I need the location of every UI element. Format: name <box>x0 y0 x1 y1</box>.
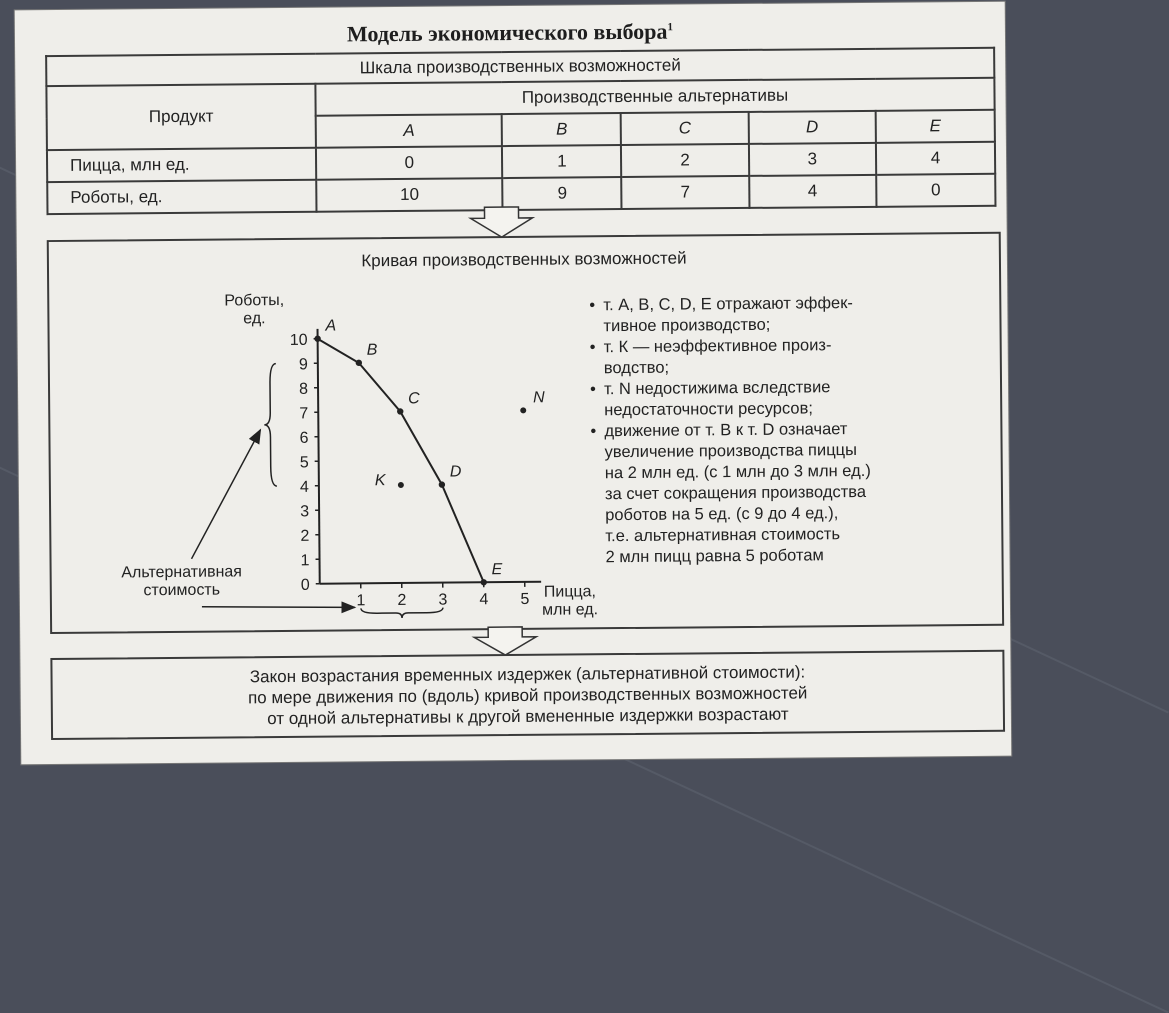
x-tick-label: 3 <box>438 592 447 609</box>
x-tick-label: 4 <box>479 591 488 608</box>
x-axis-title: Пицца, <box>544 583 596 600</box>
y-brace <box>264 364 277 487</box>
y-tick-label: 0 <box>301 577 310 594</box>
y-tick-label: 8 <box>299 381 308 398</box>
row-label-pizza: Пицца, млн ед. <box>47 148 316 182</box>
row-label-robots: Роботы, ед. <box>47 180 316 214</box>
table-cell: 7 <box>622 176 750 209</box>
alternative-d: D <box>748 111 876 144</box>
down-arrow-icon <box>470 626 540 657</box>
note-item: • т. А, В, С, D, Е отражают эффек- тивное производство; <box>589 292 989 337</box>
x-brace <box>361 608 443 619</box>
ppf-curve-line <box>318 337 484 583</box>
ppf-point <box>439 481 445 487</box>
down-arrow-icon <box>466 206 536 239</box>
x-axis-title: млн ед. <box>542 601 598 618</box>
note-item: • т. N недостижима вследствие недостаточности ресурсов; <box>590 376 990 421</box>
table-cell: 2 <box>621 144 749 177</box>
ppf-point <box>481 579 487 585</box>
ppf-point-label: A <box>324 318 336 335</box>
alternative-e: E <box>876 110 995 143</box>
alternative-a: A <box>316 114 503 148</box>
table-cell: 9 <box>503 177 622 210</box>
ppf-point-label: C <box>408 390 420 407</box>
ppf-chart <box>49 237 592 632</box>
table-cell: 4 <box>876 142 995 175</box>
ppf-point-label: D <box>450 463 462 480</box>
ppf-point <box>356 360 362 366</box>
extra-point-label: K <box>375 472 387 489</box>
annotation-arrow <box>202 605 355 608</box>
production-possibilities-table <box>45 47 996 215</box>
x-tick-label: 1 <box>356 592 365 609</box>
table-cell: 3 <box>749 143 877 176</box>
curve-title: Кривая производственных возможностей <box>49 246 999 274</box>
y-axis <box>318 329 320 584</box>
page-title: Модель экономического выбора$^1$ <box>15 16 1005 51</box>
product-header: Продукт <box>46 84 316 150</box>
law-text: Закон возрастания временных издержек (альтернативной стоимости): по мере движения по (вдоль) кривой производственных возможностей от одной альтернативы к другой вмененные издержки возрастают <box>52 660 1003 731</box>
y-tick-label: 7 <box>299 405 308 422</box>
y-tick-label: 1 <box>301 552 310 569</box>
table-cell: 0 <box>316 146 503 180</box>
notes-list <box>589 292 991 568</box>
y-axis-title: Роботы, <box>224 292 284 310</box>
annotation-label: стоимость <box>143 582 220 600</box>
table-cell: 10 <box>316 178 503 212</box>
ppf-point-label: E <box>492 561 503 578</box>
note-item: • движение от т. В к т. D означает увеличение производства пиццы на 2 млн ед. (с 1 млн до 3 млн ед.) за счет сокращения производства роботов на 5 ед. (с 9 до 4 ед.), т.е. альтернативная стоимость 2 млн пицц равна 5 роботам <box>590 418 991 568</box>
table-cell: 0 <box>876 174 995 207</box>
extra-point-label: N <box>533 389 545 406</box>
alternatives-header: Производственные альтернативы <box>315 78 994 116</box>
ppf-point <box>314 335 320 341</box>
alternative-b: B <box>502 113 621 146</box>
y-tick-label: 9 <box>299 356 308 373</box>
extra-point <box>520 407 526 413</box>
table-cell: 1 <box>502 145 621 178</box>
y-axis-title: ед. <box>243 310 265 327</box>
curve-panel <box>47 232 1004 634</box>
x-tick-label: 5 <box>520 591 529 608</box>
law-panel <box>50 650 1005 740</box>
annotation-label: Альтернативная <box>121 563 242 581</box>
ppf-point-label: B <box>367 342 378 359</box>
annotation-arrow <box>190 430 261 559</box>
scanned-page <box>15 2 1012 765</box>
note-item: • т. К — неэффективное произ- водство; <box>590 334 990 379</box>
table-caption: Шкала производственных возможностей <box>46 48 994 86</box>
table-cell: 4 <box>749 175 877 208</box>
y-tick-label: 10 <box>290 332 308 349</box>
y-tick-label: 2 <box>300 528 309 545</box>
x-axis <box>320 582 541 584</box>
y-tick-label: 5 <box>300 454 309 471</box>
y-tick-label: 4 <box>300 479 309 496</box>
x-tick-label: 2 <box>397 592 406 609</box>
y-tick-label: 3 <box>300 503 309 520</box>
extra-point <box>398 482 404 488</box>
alternative-c: C <box>621 112 749 145</box>
y-tick-label: 6 <box>299 430 308 447</box>
ppf-point <box>397 408 403 414</box>
